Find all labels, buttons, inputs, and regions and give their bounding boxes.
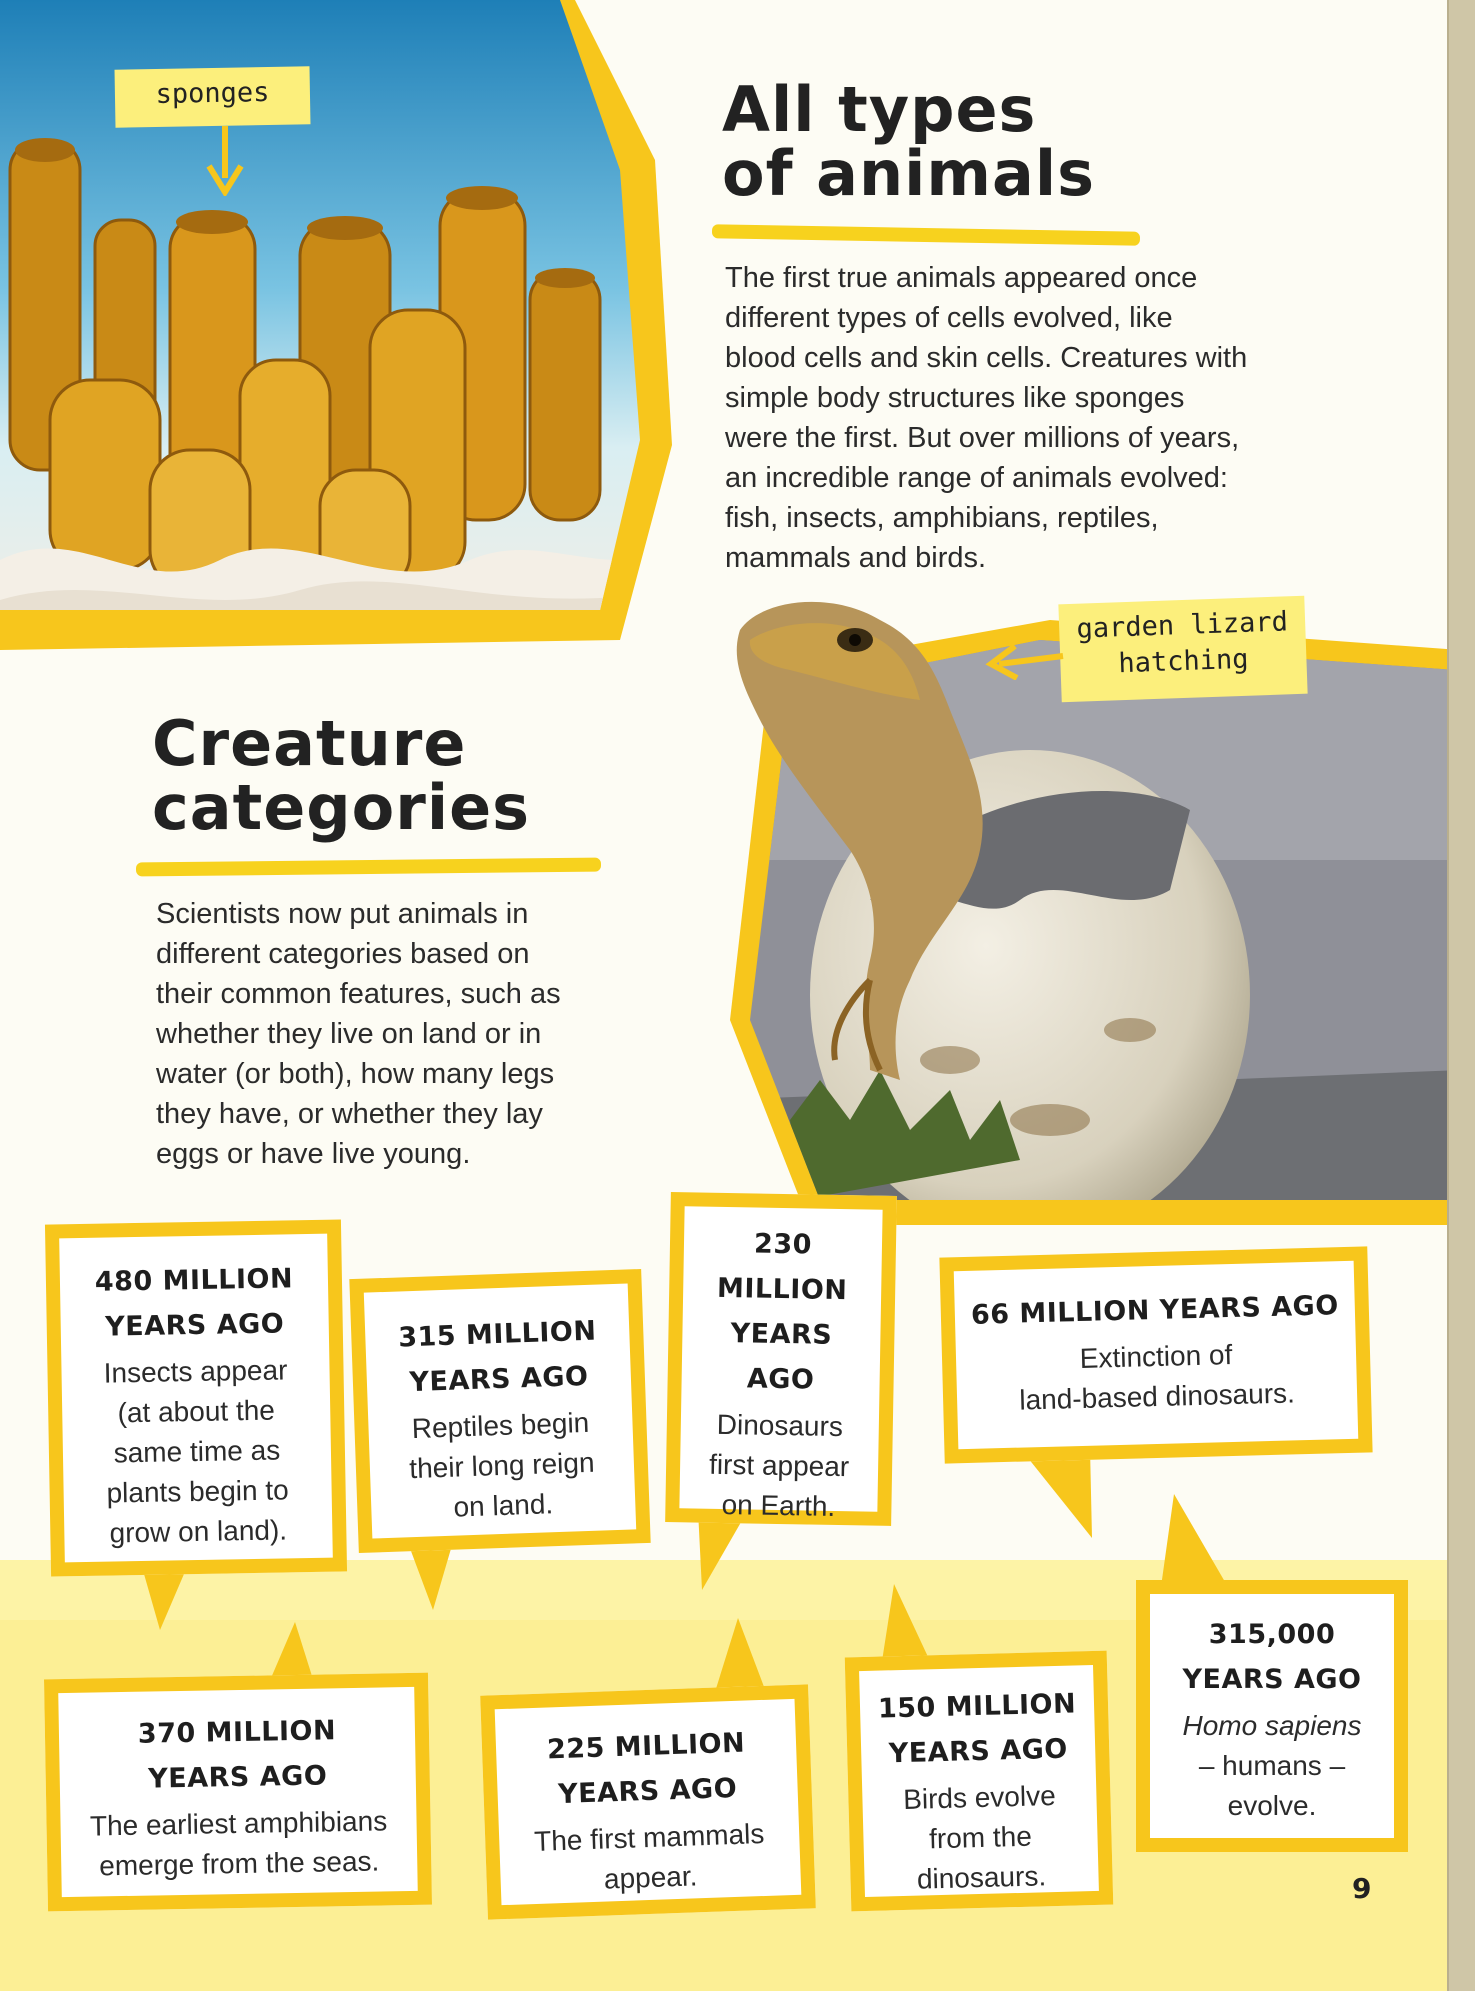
date-line: 315,000 — [1208, 1619, 1336, 1650]
date-line: AGO — [746, 1363, 815, 1396]
timeline-card-315kya — [1136, 1580, 1408, 1852]
section-title-creature-categories — [152, 707, 531, 844]
date-line: YEARS — [730, 1318, 833, 1351]
desc-line: (at about the — [117, 1394, 276, 1429]
title-line: of animals — [722, 136, 1095, 210]
body-line: were the first. But over millions of years, — [725, 422, 1240, 454]
date-line: YEARS AGO — [1182, 1664, 1362, 1695]
title-line: categories — [152, 770, 531, 844]
card-date — [687, 1220, 876, 1403]
body-line: blood cells and skin cells. Creatures with — [725, 342, 1248, 374]
date-line: YEARS AGO — [888, 1733, 1069, 1770]
desc-line: Reptiles begin — [411, 1406, 590, 1445]
desc-line: on Earth. — [721, 1488, 836, 1522]
desc-line: land-based dinosaurs. — [1018, 1377, 1296, 1416]
section1-body — [725, 258, 1365, 578]
sponges-label — [115, 66, 311, 127]
desc-line: on land. — [452, 1488, 554, 1523]
card-date — [1156, 1612, 1388, 1702]
body-line: water (or both), how many legs — [156, 1058, 555, 1090]
body-line: an incredible range of animals evolved: — [725, 462, 1228, 494]
title-line: All types — [722, 73, 1037, 146]
card-date — [501, 1719, 792, 1819]
timeline-card-315mya — [349, 1269, 650, 1553]
card-desc — [685, 1404, 873, 1527]
date-line: 370 MILLION — [137, 1715, 337, 1750]
desc-line: dinosaurs. — [916, 1860, 1047, 1895]
body-line: their common features, such as — [156, 978, 561, 1010]
desc-line: – humans – — [1198, 1750, 1346, 1781]
date-line: 315 MILLION — [397, 1315, 597, 1354]
timeline-card-150mya — [845, 1651, 1114, 1912]
date-line: 480 MILLION — [94, 1263, 294, 1298]
card-date — [373, 1308, 624, 1407]
date-line: 66 MILLION YEARS AGO — [970, 1290, 1340, 1331]
desc-line: The first mammals — [533, 1817, 765, 1857]
body-line: different types of cells evolved, like — [725, 302, 1173, 334]
section2-body — [156, 894, 676, 1174]
card-desc — [1156, 1706, 1388, 1826]
body-line: eggs or have live young. — [156, 1138, 471, 1170]
arrow-left-icon — [985, 640, 1065, 680]
lizard-label-line: hatching — [1117, 643, 1249, 680]
lizard-label — [1058, 596, 1307, 703]
arrow-down-icon — [205, 126, 245, 196]
desc-line: their long reign — [408, 1446, 595, 1485]
desc-line: Dinosaurs — [716, 1408, 844, 1443]
date-line: YEARS AGO — [408, 1360, 589, 1399]
card-date — [962, 1283, 1347, 1338]
sponges-label-text: sponges — [155, 77, 270, 110]
sponges-photo — [0, 0, 672, 690]
desc-line: grow on land). — [109, 1514, 288, 1549]
card-desc — [68, 1801, 409, 1887]
body-line: different categories based on — [156, 938, 530, 970]
desc-line: plants begin to — [106, 1474, 289, 1509]
card-date — [68, 1256, 322, 1350]
section-title-all-types — [722, 73, 1095, 210]
body-line: they have, or whether they lay — [156, 1098, 543, 1130]
body-line: The first true animals appeared once — [725, 262, 1198, 294]
card-desc — [964, 1332, 1350, 1422]
card-tail — [1160, 1494, 1240, 1594]
card-date — [67, 1707, 409, 1803]
desc-line: appear. — [603, 1860, 698, 1895]
desc-line: Insects appear — [103, 1354, 288, 1389]
desc-line: first appear — [708, 1448, 850, 1483]
timeline-card-230mya — [665, 1192, 897, 1526]
date-line: 230 — [753, 1228, 813, 1261]
desc-line: from the — [928, 1820, 1033, 1855]
card-desc — [505, 1813, 796, 1903]
date-line: 150 MILLION — [877, 1688, 1077, 1725]
body-line: Scientists now put animals in — [156, 898, 529, 930]
title-line: Creature — [152, 707, 467, 780]
card-tail — [1020, 1448, 1120, 1538]
timeline-card-225mya — [480, 1684, 816, 1919]
body-line: whether they live on land or in — [156, 1018, 542, 1050]
card-date — [865, 1681, 1089, 1777]
date-line: 225 MILLION — [546, 1727, 746, 1766]
title-underline — [136, 858, 601, 877]
date-line: MILLION — [716, 1272, 848, 1307]
body-line: simple body structures like sponges — [725, 382, 1185, 414]
desc-line-italic: Homo sapiens — [1182, 1710, 1362, 1741]
card-desc — [868, 1775, 1093, 1901]
date-line: YEARS AGO — [147, 1760, 328, 1795]
desc-line: emerge from the seas. — [98, 1845, 380, 1882]
timeline-card-480mya — [45, 1219, 347, 1576]
lizard-label-line: garden lizard — [1076, 606, 1289, 645]
desc-line: The earliest amphibians — [89, 1805, 388, 1842]
body-line: fish, insects, amphibians, reptiles, — [725, 502, 1159, 534]
page-number: 9 — [1352, 1872, 1372, 1905]
card-desc — [376, 1402, 628, 1531]
desc-line: evolve. — [1227, 1790, 1317, 1821]
timeline-card-370mya — [44, 1673, 432, 1912]
body-line: mammals and birds. — [725, 542, 987, 574]
page-edge — [1447, 0, 1475, 1991]
timeline-card-66mya — [939, 1246, 1372, 1463]
title-underline — [712, 224, 1140, 245]
date-line: YEARS AGO — [104, 1308, 285, 1343]
desc-line: Extinction of — [1079, 1339, 1233, 1374]
card-desc — [69, 1350, 324, 1554]
desc-line: Birds evolve — [902, 1780, 1057, 1815]
desc-line: same time as — [113, 1434, 281, 1469]
date-line: YEARS AGO — [557, 1772, 738, 1811]
